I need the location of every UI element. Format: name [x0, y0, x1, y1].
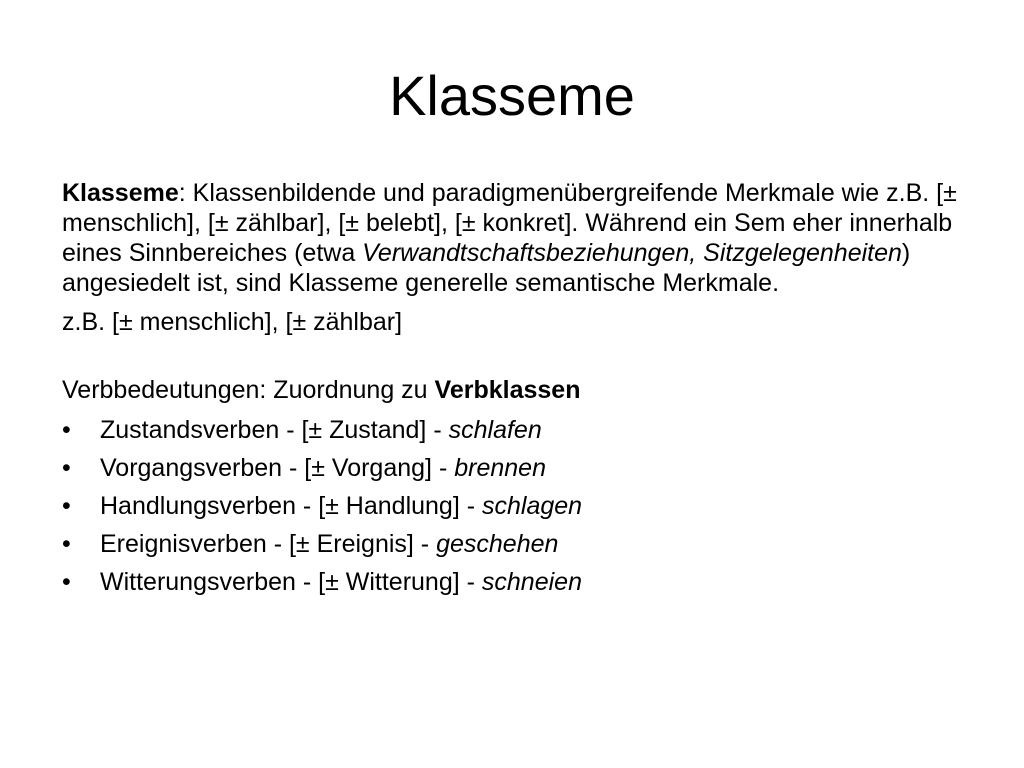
list-item [62, 411, 962, 449]
verb-intro [62, 375, 962, 405]
list-item-text: Handlungsverben - [± Handlung] - [100, 492, 482, 520]
example-line: z.B. [± menschlich], [± zählbar] [62, 308, 403, 336]
list-item-text: Zustandsverben - [± Zustand] - [100, 416, 449, 444]
list-item [62, 563, 962, 601]
verb-class-list [62, 411, 962, 601]
list-item-example: brennen [454, 454, 546, 482]
verb-intro-bold: Verbklassen [434, 376, 581, 404]
slide-content [62, 178, 962, 601]
definition-text-part1: : Klassenbildende und paradigmenübergreifende Merkmale wie z.B. [± menschlich], [± zählbar], [± belebt], [± konkret]. Während ein Sem eher innerhalb eines Sinnbereiches (etwa [62, 179, 957, 267]
list-item-example: geschehen [436, 530, 559, 558]
list-item [62, 487, 962, 525]
list-item-example: schlagen [482, 492, 583, 520]
definition-text-part2: ) angesiedelt ist, sind Klasseme generelle semantische Merkmale. [62, 239, 911, 297]
verb-intro-text: Verbbedeutungen: Zuordnung zu [62, 376, 435, 404]
bullet-icon: • [62, 454, 71, 482]
definition-term: Klasseme [62, 179, 179, 207]
bullet-icon: • [62, 530, 71, 558]
bullet-icon: • [62, 416, 71, 444]
definition-paragraph [62, 178, 962, 298]
list-item [62, 525, 962, 563]
list-item-example: schlafen [448, 416, 542, 444]
definition-italic-examples: Verwandtschaftsbeziehungen, Sitzgelegenheiten [362, 239, 902, 267]
bullet-icon: • [62, 568, 71, 596]
bullet-icon: • [62, 492, 71, 520]
list-item-example: schneien [481, 568, 582, 596]
list-item-text: Witterungsverben - [± Witterung] - [100, 568, 482, 596]
slide-title: Klasseme [389, 64, 635, 127]
list-item [62, 449, 962, 487]
list-item-text: Vorgangsverben - [± Vorgang] - [100, 454, 455, 482]
list-item-text: Ereignisverben - [± Ereignis] - [100, 530, 437, 558]
